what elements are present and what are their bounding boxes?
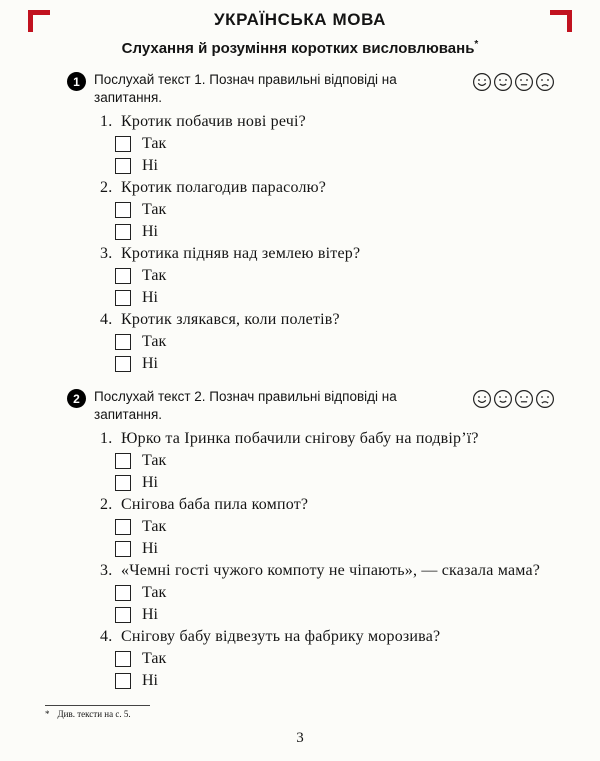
question-row [100,244,555,308]
answer-label-no: Ні [142,474,158,492]
question-text: Кротик злякався, коли полетів? [121,311,340,329]
page-subtitle [0,39,600,57]
checkbox-no[interactable] [115,541,131,557]
footnote-marker: * [45,709,50,719]
question-number: 4. [100,311,113,329]
answer-label-no: Ні [142,157,158,175]
question-row [100,429,555,493]
sad-face-icon [535,72,555,92]
checkbox-yes[interactable] [115,268,131,284]
question-number: 4. [100,628,113,646]
question-number: 2. [100,179,113,197]
neutral-face-icon [514,389,534,409]
footnote-block [45,705,150,719]
question-number: 2. [100,496,113,514]
exercise-number-badge: 2 [67,389,86,408]
answer-label-yes: Так [142,650,167,668]
question-row [100,112,555,176]
answer-label-no: Ні [142,289,158,307]
answer-label-yes: Так [142,584,167,602]
answer-label-no: Ні [142,540,158,558]
checkbox-yes[interactable] [115,519,131,535]
smile-face-icon [493,72,513,92]
question-text: Снігову бабу відвезуть на фабрику морозива? [121,628,441,646]
question-row [100,310,555,374]
footnote-rule [45,705,150,706]
answer-label-yes: Так [142,201,167,219]
checkbox-no[interactable] [115,224,131,240]
checkbox-yes[interactable] [115,585,131,601]
checkbox-no[interactable] [115,290,131,306]
answer-label-yes: Так [142,518,167,536]
subtitle-footnote-marker: * [474,39,479,50]
question-row [100,561,555,625]
checkbox-yes[interactable] [115,651,131,667]
checkbox-yes[interactable] [115,136,131,152]
page-title: УКРАЇНСЬКА МОВА [213,10,386,29]
question-row [100,178,555,242]
exercise-1 [45,71,555,374]
corner-mark-top-right [550,10,572,32]
self-assessment-faces [472,72,555,92]
question-text: Юрко та Іринка побачили снігову бабу на подвір’ї? [121,430,479,448]
happy-face-icon [472,389,492,409]
checkbox-no[interactable] [115,673,131,689]
page-number: 3 [296,730,304,746]
checkbox-no[interactable] [115,356,131,372]
checkbox-no[interactable] [115,607,131,623]
question-number: 3. [100,562,113,580]
question-text: Кротика підняв над землею вітер? [121,245,361,263]
footnote [45,709,150,719]
footnote-text: Див. тексти на с. 5. [57,709,131,719]
question-text: «Чемні гості чужого компоту не чіпають», — сказала мама? [121,562,541,580]
answer-label-no: Ні [142,223,158,241]
checkbox-yes[interactable] [115,453,131,469]
happy-face-icon [472,72,492,92]
corner-mark-top-left [28,10,50,32]
question-text: Кротик полагодив парасолю? [121,179,327,197]
answer-label-no: Ні [142,355,158,373]
smile-face-icon [493,389,513,409]
question-row [100,627,555,691]
neutral-face-icon [514,72,534,92]
checkbox-no[interactable] [115,475,131,491]
exercise-2 [45,388,555,691]
sad-face-icon [535,389,555,409]
question-number: 1. [100,430,113,448]
question-number: 1. [100,113,113,131]
answer-label-yes: Так [142,452,167,470]
answer-label-no: Ні [142,606,158,624]
checkbox-yes[interactable] [115,334,131,350]
checkbox-yes[interactable] [115,202,131,218]
answer-label-no: Ні [142,672,158,690]
question-text: Кротик побачив нові речі? [121,113,306,131]
page-subtitle-text: Слухання й розуміння коротких висловлювань [121,40,475,57]
question-text: Снігова баба пила компот? [121,496,309,514]
answer-label-yes: Так [142,267,167,285]
question-number: 3. [100,245,113,263]
exercise-instruction: Послухай текст 1. Познач правильні відповіді на запитання. [94,72,397,105]
checkbox-no[interactable] [115,158,131,174]
answer-label-yes: Так [142,333,167,351]
exercise-instruction: Послухай текст 2. Познач правильні відповіді на запитання. [94,389,397,422]
question-row [100,495,555,559]
answer-label-yes: Так [142,135,167,153]
self-assessment-faces [472,389,555,409]
exercise-number-badge: 1 [67,72,86,91]
